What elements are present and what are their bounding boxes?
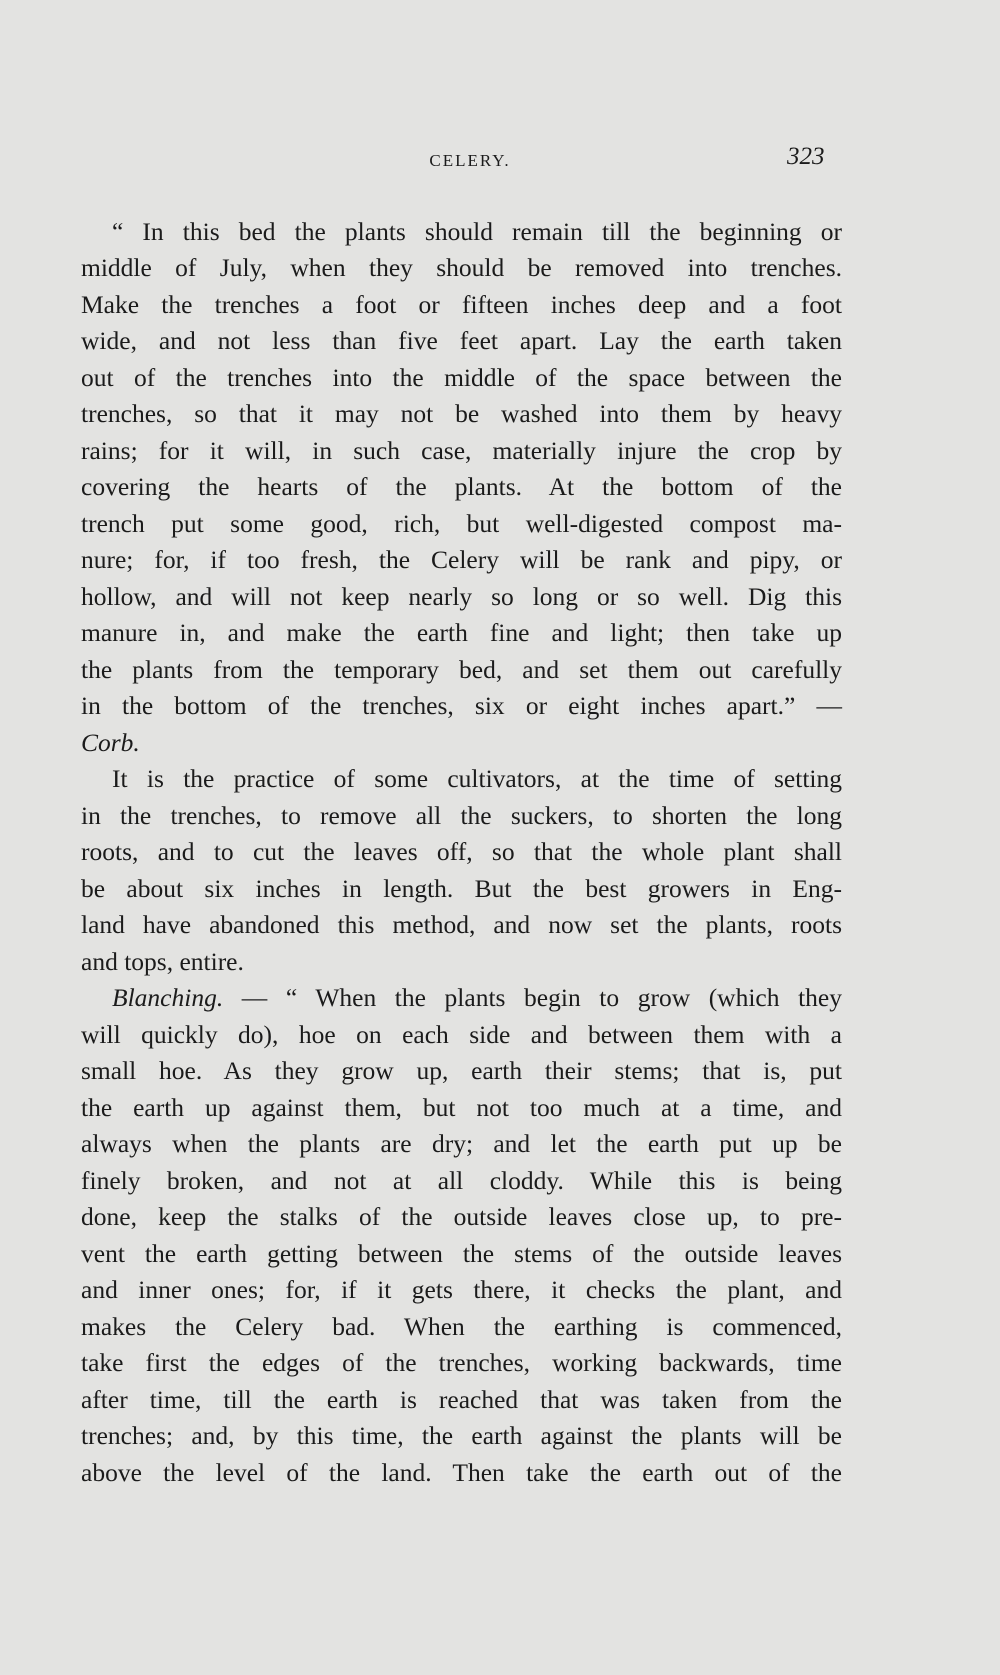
text-line: take first the edges of the trenches, working backwards, time [81, 1348, 842, 1377]
text-line: Make the trenches a foot or fifteen inches deep and a foot [81, 290, 842, 319]
text-line: in the bottom of the trenches, six or eight inches apart.” — [81, 691, 842, 720]
text-line: after time, till the earth is reached that was taken from the [81, 1385, 842, 1414]
text-line: makes the Celery bad. When the earthing is commenced, [81, 1312, 842, 1341]
text-line: will quickly do), hoe on each side and between them with a [81, 1020, 842, 1049]
text-line: the earth up against them, but not too much at a time, and [81, 1093, 842, 1122]
text-line: covering the hearts of the plants. At the bottom of the [81, 472, 842, 501]
text-line: finely broken, and not at all cloddy. While this is being [81, 1166, 842, 1195]
page-number: 323 [787, 143, 825, 170]
text-line: trenches; and, by this time, the earth against the plants will be [81, 1421, 842, 1450]
text-line: above the level of the land. Then take the earth out of the [81, 1458, 842, 1487]
text-line: hollow, and will not keep nearly so long or so well. Dig this [81, 582, 842, 611]
text-line: wide, and not less than five feet apart. Lay the earth taken [81, 326, 842, 355]
text-line: rains; for it will, in such case, materially injure the crop by [81, 436, 842, 465]
text-line: small hoe. As they grow up, earth their stems; that is, put [81, 1056, 842, 1085]
text-line [112, 980, 842, 1016]
text-line: always when the plants are dry; and let the earth put up be [81, 1129, 842, 1158]
text-line: be about six inches in length. But the best growers in Eng- [81, 874, 842, 903]
text-line: and tops, entire. [81, 947, 244, 976]
citation: Corb. [81, 728, 140, 757]
text-line: It is the practice of some cultivators, at the time of setting [112, 764, 842, 793]
text-line: done, keep the stalks of the outside leaves close up, to pre- [81, 1202, 842, 1231]
text-line: middle of July, when they should be removed into trenches. [81, 253, 842, 282]
section-heading: Blanching. [112, 983, 224, 1012]
text-line: land have abandoned this method, and now set the plants, roots [81, 910, 842, 939]
text-line-continuation: — “ When the plants begin to grow (which they [223, 983, 842, 1012]
text-line: roots, and to cut the leaves off, so that the whole plant shall [81, 837, 842, 866]
text-line: manure in, and make the earth fine and light; then take up [81, 618, 842, 647]
text-line: in the trenches, to remove all the suckers, to shorten the long [81, 801, 842, 830]
text-line: the plants from the temporary bed, and set them out carefully [81, 655, 842, 684]
running-head: CELERY. [429, 151, 511, 170]
text-line: and inner ones; for, if it gets there, it checks the plant, and [81, 1275, 842, 1304]
text-line: vent the earth getting between the stems of the outside leaves [81, 1239, 842, 1268]
text-line: trenches, so that it may not be washed into them by heavy [81, 399, 842, 428]
text-line: “ In this bed the plants should remain till the beginning or [112, 217, 842, 246]
text-line: trench put some good, rich, but well-digested compost ma- [81, 509, 842, 538]
text-line: nure; for, if too fresh, the Celery will be rank and pipy, or [81, 545, 842, 574]
text-line: out of the trenches into the middle of the space between the [81, 363, 842, 392]
